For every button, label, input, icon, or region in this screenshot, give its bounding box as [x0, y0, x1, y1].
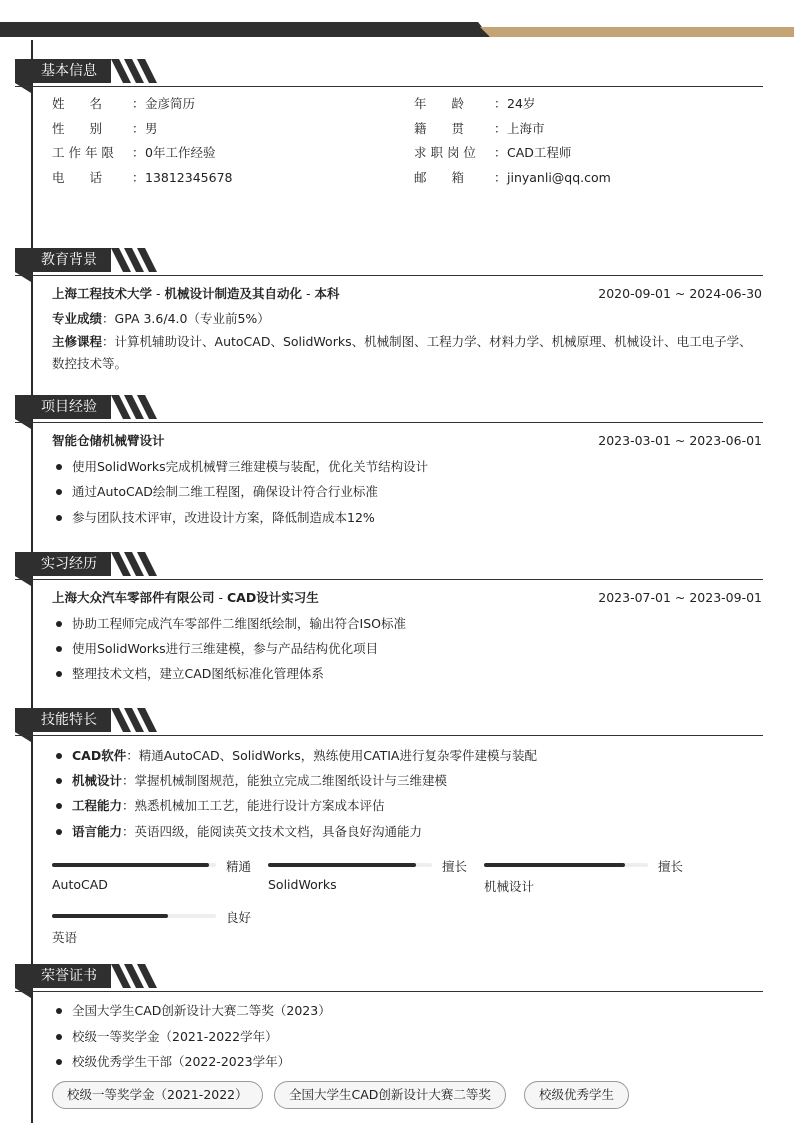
- honor-tag: 校级优秀学生: [524, 1081, 629, 1109]
- section-title: 教育背景: [15, 248, 111, 272]
- education-gpa: 专业成绩：GPA 3.6/4.0（专业前5%）: [52, 311, 270, 326]
- stripe-decoration: [111, 964, 171, 988]
- skill-bar-autocad: [52, 855, 254, 895]
- honor-tag: 校级一等奖学金（2021-2022）: [52, 1081, 263, 1109]
- section-title: 荣誉证书: [15, 964, 111, 988]
- section-header-internship: [15, 552, 763, 580]
- left-timeline-line: [31, 40, 33, 1123]
- skill-name: 机械设计: [484, 879, 535, 894]
- skill-bar-fill: [268, 863, 416, 867]
- skill-level: 擅长: [442, 859, 468, 874]
- stripe-decoration: [111, 59, 171, 83]
- project-date: 2023-03-01 ~ 2023-06-01: [598, 433, 762, 448]
- internship-date: 2023-07-01 ~ 2023-09-01: [598, 590, 762, 605]
- stripe-decoration: [111, 395, 171, 419]
- section-header-skills: [15, 708, 763, 736]
- skill-bar-fill: [52, 863, 209, 867]
- skill-bar-english: [52, 906, 254, 946]
- skill-bar-fill: [52, 914, 168, 918]
- project-entry-header: [52, 433, 762, 449]
- section-title: 技能特长: [15, 708, 111, 732]
- section-header-honors: [15, 964, 763, 992]
- skill-level: 精通: [226, 859, 252, 874]
- skill-bar-mechanical-design: [484, 855, 686, 895]
- section-title: 项目经验: [15, 395, 111, 419]
- section-header-basic-info: [15, 59, 763, 87]
- stripe-decoration: [111, 552, 171, 576]
- honor-tag: 全国大学生CAD创新设计大赛二等奖: [274, 1081, 506, 1109]
- section-header-education: [15, 248, 763, 276]
- internship-entry-header: 上海大众汽车零部件有限公司 - CAD设计实习生 2023-07-01 ~ 2023-09-01: [52, 590, 762, 605]
- section-title: 实习经历: [15, 552, 111, 576]
- skill-bar-solidworks: [268, 855, 470, 895]
- education-entry-header: 上海工程技术大学 - 机械设计制造及其自动化 - 本科 2020-09-01 ~ 2024-06-30: [52, 286, 762, 301]
- education-date: 2020-09-01 ~ 2024-06-30: [598, 286, 762, 301]
- stripe-decoration: [111, 708, 171, 732]
- skill-name: SolidWorks: [268, 877, 337, 892]
- project-name: 智能仓储机械臂设计: [52, 433, 165, 448]
- stripe-decoration: [111, 248, 171, 272]
- major-name: 机械设计制造及其自动化: [164, 286, 302, 301]
- section-title: 基本信息: [15, 59, 111, 83]
- skill-level: 擅长: [658, 859, 684, 874]
- skill-name: AutoCAD: [52, 877, 108, 892]
- company-name: 上海大众汽车零部件有限公司: [52, 590, 215, 605]
- skill-bar-fill: [484, 863, 625, 867]
- degree: 本科: [314, 286, 340, 301]
- header-decoration-bar: [0, 0, 794, 40]
- school-name: 上海工程技术大学: [52, 286, 153, 301]
- section-header-project: [15, 395, 763, 423]
- skill-level: 良好: [226, 910, 252, 925]
- education-courses: 主修课程：计算机辅助设计、AutoCAD、SolidWorks、机械制图、工程力学、材料力学、机械原理、机械设计、电工电子学、数控技术等。: [52, 334, 752, 371]
- role-name: CAD设计实习生: [226, 590, 319, 605]
- skill-name: 英语: [52, 930, 78, 945]
